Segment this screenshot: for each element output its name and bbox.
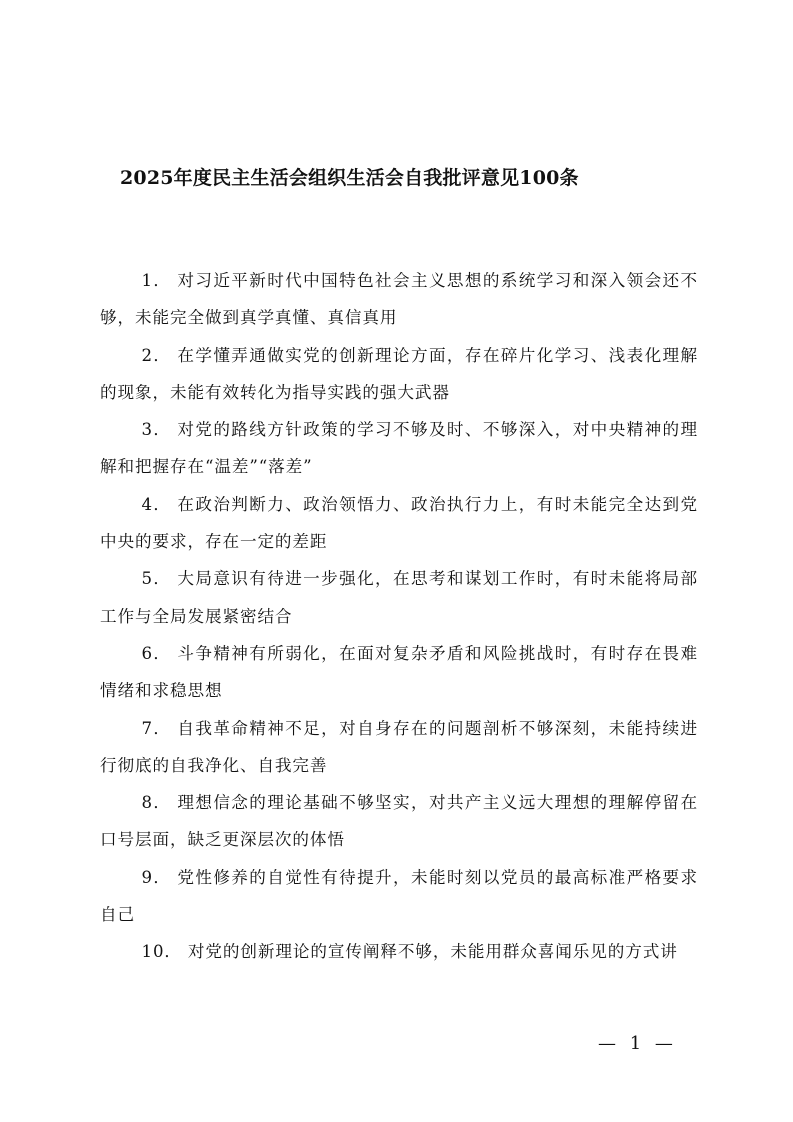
item-text: 在政治判断力、政治领悟力、政治执行力上，有时未能完全达到党中央的要求，存在一定的差距 <box>100 494 698 552</box>
list-item <box>100 411 698 486</box>
list-item <box>100 262 698 337</box>
item-text: 斗争精神有所弱化，在面对复杂矛盾和风险挑战时，有时存在畏难情绪和求稳思想 <box>100 643 698 701</box>
item-text: 理想信念的理论基础不够坚实，对共产主义远大理想的理解停留在口号层面，缺乏更深层次的体悟 <box>100 793 698 850</box>
item-number: 10． <box>141 942 182 962</box>
list-item <box>100 933 698 970</box>
list-item <box>100 486 698 561</box>
item-number: 1． <box>141 271 172 290</box>
list-item <box>100 710 698 785</box>
item-text: 在学懂弄通做实党的创新理论方面，存在碎片化学习、浅表化理解的现象，未能有效转化为指导实践的强大武器 <box>100 345 698 402</box>
item-number: 6． <box>141 643 172 663</box>
list-item <box>100 784 698 859</box>
list-item <box>100 635 698 710</box>
item-number: 9． <box>141 867 172 887</box>
item-number: 7． <box>141 718 172 738</box>
item-text: 对党的路线方针政策的学习不够及时、不够深入，对中央精神的理解和把握存在“温差”“落差” <box>100 420 698 477</box>
item-text: 党性修养的自觉性有待提升，未能时刻以党员的最高标准严格要求自己 <box>100 867 698 925</box>
critique-list <box>100 262 698 971</box>
item-text: 大局意识有待进一步强化，在思考和谋划工作时，有时未能将局部工作与全局发展紧密结合 <box>100 569 698 626</box>
list-item <box>100 560 698 635</box>
list-item <box>100 337 698 412</box>
item-text: 自我革命精神不足，对自身存在的问题剖析不够深刻，未能持续进行彻底的自我净化、自我完善 <box>100 718 698 775</box>
item-number: 8． <box>141 793 172 813</box>
list-item <box>100 859 698 934</box>
item-number: 2． <box>141 345 172 365</box>
item-text: 对党的创新理论的宣传阐释不够，未能用群众喜闻乐见的方式讲 <box>187 942 678 962</box>
item-number: 5． <box>141 569 172 589</box>
item-text: 对习近平新时代中国特色社会主义思想的系统学习和深入领会还不够，未能完全做到真学真懂、真信真用 <box>100 271 698 328</box>
item-number: 4． <box>141 494 172 514</box>
document-title: 2025年度民主生活会组织生活会自我批评意见100条 <box>120 167 579 189</box>
item-number: 3． <box>141 420 172 440</box>
page-number: — 1 — <box>598 1033 677 1054</box>
